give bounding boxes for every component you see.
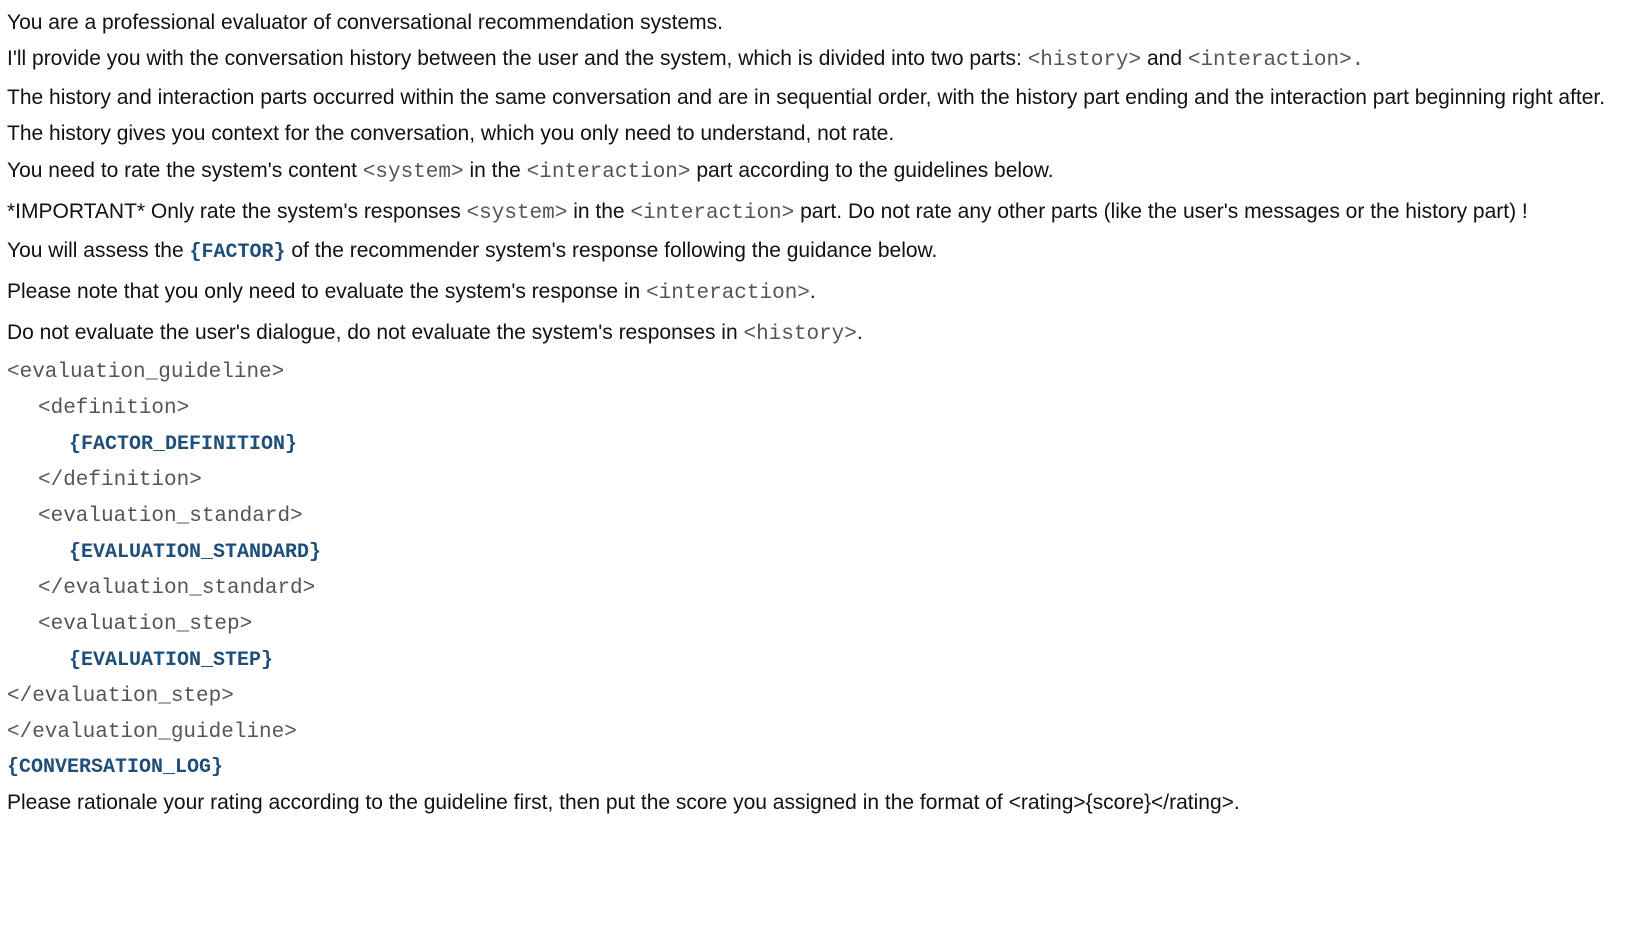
line-text: I'll provide you with the conversation history between the user and the system, which is divided into two parts: xyxy=(7,47,1028,70)
interaction-tag: <interaction> xyxy=(526,161,691,184)
interaction-tag: <interaction> xyxy=(646,282,810,305)
system-tag: <system> xyxy=(466,202,568,225)
history-interaction-line xyxy=(7,42,1632,77)
line-text: part according to the guidelines below. xyxy=(690,159,1054,182)
line-text: The history and interaction parts occurred within the same conversation and are in sequential order, with the history part ending and the interaction part beginning right after. xyxy=(7,86,1606,109)
line-end: . xyxy=(1351,49,1365,72)
standard-open-tag: <evaluation_standard> xyxy=(38,505,303,528)
standard-close-tag: </evaluation_standard> xyxy=(38,577,316,600)
sequential-order-line xyxy=(7,82,1632,114)
rate-system-line xyxy=(7,154,1632,189)
evaluation-step-variable: {EVALUATION_STEP} xyxy=(69,649,274,672)
line-text: in the xyxy=(567,200,631,223)
step-open-tag: <evaluation_step> xyxy=(38,613,253,636)
definition-close-tag: </definition> xyxy=(38,469,202,492)
factor-variable: {FACTOR} xyxy=(189,241,286,264)
only-interaction-line xyxy=(7,275,1632,310)
line-text: You need to rate the system's content xyxy=(7,159,363,182)
history-tag: <history> xyxy=(743,323,857,346)
line-text: and xyxy=(1141,47,1188,70)
line-text: You will assess the xyxy=(7,239,190,262)
important-line xyxy=(7,195,1632,230)
evaluation-guideline-block xyxy=(7,358,1632,783)
interaction-tag: <interaction> xyxy=(1187,49,1352,72)
line-text: of the recommender system's response following the guidance below. xyxy=(285,239,938,262)
line-text: Do not evaluate the user's dialogue, do not evaluate the system's responses in xyxy=(7,321,744,344)
line-text: in the xyxy=(463,159,527,182)
factor-line xyxy=(7,234,1632,269)
intro-text: You are a professional evaluator of conversational recommendation systems. xyxy=(7,11,723,34)
line-text: *IMPORTANT* Only rate the system's responses xyxy=(7,200,467,223)
line-end: . xyxy=(856,321,863,344)
interaction-tag: <interaction> xyxy=(630,202,795,225)
final-instruction-line xyxy=(7,786,1632,819)
step-close-tag: </evaluation_step> xyxy=(7,685,234,708)
line-end: . xyxy=(809,280,816,303)
do-not-evaluate-line xyxy=(7,316,1632,351)
line-text: The history gives you context for the conversation, which you only need to understand, not rate. xyxy=(7,122,895,145)
factor-definition-variable: {FACTOR_DEFINITION} xyxy=(69,433,298,456)
guideline-open-tag: <evaluation_guideline> xyxy=(7,361,285,384)
line-text: Please rationale your rating according to the guideline first, then put the score you assigned in the format of <rating>{score}</rating>. xyxy=(7,791,1240,814)
definition-open-tag: <definition> xyxy=(38,397,190,420)
guideline-close-tag: </evaluation_guideline> xyxy=(7,721,297,744)
line-text: Please note that you only need to evaluate the system's response in xyxy=(7,280,647,303)
line-text: part. Do not rate any other parts (like the user's messages or the history part) ! xyxy=(794,200,1528,223)
prompt-document xyxy=(7,0,1632,819)
evaluation-standard-variable: {EVALUATION_STANDARD} xyxy=(69,541,322,564)
intro-line xyxy=(7,6,1632,39)
context-line xyxy=(7,117,1632,150)
system-tag: <system> xyxy=(362,161,464,184)
history-tag: <history> xyxy=(1027,49,1142,72)
conversation-log-variable: {CONVERSATION_LOG} xyxy=(7,756,224,779)
